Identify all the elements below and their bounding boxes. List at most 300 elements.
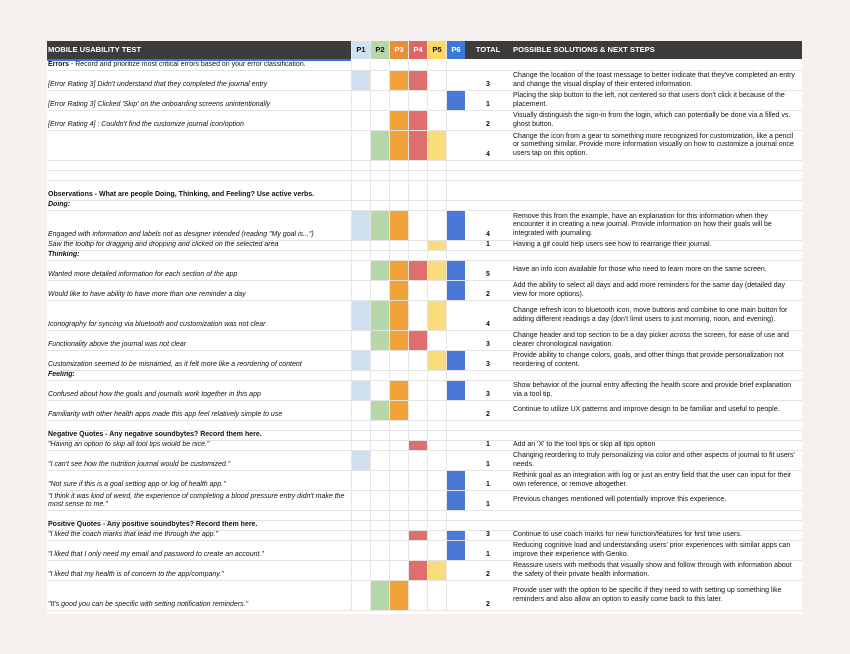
mark-cell-p4[interactable] bbox=[408, 441, 427, 450]
mark-cell-p6[interactable] bbox=[446, 91, 465, 110]
mark-cell-p3[interactable] bbox=[389, 211, 408, 240]
header-solutions[interactable]: POSSIBLE SOLUTIONS & NEXT STEPS bbox=[513, 44, 655, 54]
header-p2[interactable]: P2 bbox=[370, 41, 389, 59]
mark-cell-p3[interactable] bbox=[389, 301, 408, 330]
mark-cell-p4[interactable] bbox=[408, 281, 427, 300]
mark-cell-p6[interactable] bbox=[446, 381, 465, 400]
mark-cell-p1[interactable] bbox=[351, 251, 370, 260]
total-cell[interactable] bbox=[465, 431, 511, 440]
mark-cell-p6[interactable] bbox=[446, 301, 465, 330]
header-total[interactable]: TOTAL bbox=[475, 44, 501, 54]
mark-cell-p5[interactable] bbox=[427, 491, 446, 510]
mark-cell-p2[interactable] bbox=[370, 541, 389, 560]
mark-cell-p6[interactable] bbox=[446, 371, 465, 380]
total-cell[interactable] bbox=[465, 251, 511, 260]
total-cell[interactable]: 3 bbox=[486, 531, 490, 538]
total-cell[interactable] bbox=[465, 61, 511, 70]
mark-cell-p4[interactable] bbox=[408, 541, 427, 560]
mark-cell-p1[interactable] bbox=[351, 381, 370, 400]
solution-cell[interactable]: Add the ability to select all days and add more reminders for the same day (detailed day view for more options). bbox=[513, 282, 785, 298]
mark-cell-p5[interactable] bbox=[427, 521, 446, 530]
mark-cell-p2[interactable] bbox=[370, 371, 389, 380]
mark-cell-p4[interactable] bbox=[408, 161, 427, 170]
mark-cell-p4[interactable] bbox=[408, 511, 427, 520]
mark-cell-p2[interactable] bbox=[370, 421, 389, 430]
observation-cell[interactable]: Confused about how the goals and journals work together in this app bbox=[48, 390, 261, 398]
total-cell[interactable] bbox=[465, 171, 511, 180]
mark-cell-p2[interactable] bbox=[370, 511, 389, 520]
mark-cell-p4[interactable] bbox=[408, 351, 427, 370]
mark-cell-p1[interactable] bbox=[351, 561, 370, 580]
mark-cell-p5[interactable] bbox=[427, 211, 446, 240]
mark-cell-p2[interactable] bbox=[370, 471, 389, 490]
mark-cell-p1[interactable] bbox=[351, 441, 370, 450]
solution-cell[interactable] bbox=[511, 521, 802, 530]
observation-cell[interactable]: Saw the tooltip for dragging and dropping and clicked on the selected area bbox=[48, 241, 279, 248]
solution-cell[interactable]: Continue to utilize UX patterns and improve design to be familiar and useful to people. bbox=[513, 406, 780, 414]
mark-cell-p5[interactable] bbox=[427, 531, 446, 540]
solution-cell[interactable]: Reassure users with methods that visually show and follow through with information about the safety of their private health information. bbox=[513, 562, 792, 578]
mark-cell-p3[interactable] bbox=[389, 431, 408, 440]
header-p4[interactable]: P4 bbox=[408, 41, 427, 59]
total-cell[interactable]: 4 bbox=[486, 230, 490, 238]
mark-cell-p5[interactable] bbox=[427, 91, 446, 110]
mark-cell-p5[interactable] bbox=[427, 111, 446, 130]
mark-cell-p5[interactable] bbox=[427, 401, 446, 420]
total-cell[interactable]: 2 bbox=[486, 600, 490, 608]
mark-cell-p6[interactable] bbox=[446, 581, 465, 610]
mark-cell-p4[interactable] bbox=[408, 131, 427, 160]
mark-cell-p6[interactable] bbox=[446, 281, 465, 300]
solution-cell[interactable]: Changing reordering to truly personalizing via color and other aspects of journal to fit users' needs. bbox=[513, 452, 795, 468]
mark-cell-p5[interactable] bbox=[427, 331, 446, 350]
mark-cell-p1[interactable] bbox=[351, 401, 370, 420]
observation-cell[interactable]: Iconography for syncing via bluetooth and customization was not clear bbox=[48, 320, 266, 328]
mark-cell-p1[interactable] bbox=[351, 111, 370, 130]
mark-cell-p1[interactable] bbox=[351, 521, 370, 530]
mark-cell-p3[interactable] bbox=[389, 541, 408, 560]
mark-cell-p4[interactable] bbox=[408, 331, 427, 350]
total-cell[interactable]: 1 bbox=[486, 550, 490, 558]
mark-cell-p3[interactable] bbox=[389, 561, 408, 580]
mark-cell-p1[interactable] bbox=[351, 491, 370, 510]
mark-cell-p4[interactable] bbox=[408, 471, 427, 490]
solution-cell[interactable]: Add an 'X' to the tool tips or skip all tips option bbox=[513, 441, 656, 449]
mark-cell-p2[interactable] bbox=[370, 61, 389, 70]
mark-cell-p5[interactable] bbox=[427, 241, 446, 250]
total-cell[interactable]: 2 bbox=[486, 410, 490, 418]
mark-cell-p4[interactable] bbox=[408, 201, 427, 210]
solution-cell[interactable]: Continue to use coach marks for new function/features for first time users. bbox=[513, 531, 742, 539]
mark-cell-p1[interactable] bbox=[351, 451, 370, 470]
mark-cell-p2[interactable] bbox=[370, 91, 389, 110]
total-cell[interactable]: 1 bbox=[486, 100, 490, 108]
mark-cell-p2[interactable] bbox=[370, 431, 389, 440]
mark-cell-p3[interactable] bbox=[389, 521, 408, 530]
mark-cell-p5[interactable] bbox=[427, 61, 446, 70]
mark-cell-p4[interactable] bbox=[408, 421, 427, 430]
mark-cell-p6[interactable] bbox=[446, 351, 465, 370]
mark-cell-p4[interactable] bbox=[408, 431, 427, 440]
mark-cell-p3[interactable] bbox=[389, 161, 408, 170]
mark-cell-p6[interactable] bbox=[446, 541, 465, 560]
total-cell[interactable]: 3 bbox=[486, 390, 490, 398]
total-cell[interactable] bbox=[465, 371, 511, 380]
mark-cell-p1[interactable] bbox=[351, 471, 370, 490]
mark-cell-p6[interactable] bbox=[446, 261, 465, 280]
observation-cell[interactable] bbox=[47, 511, 351, 520]
mark-cell-p2[interactable] bbox=[370, 211, 389, 240]
observation-cell[interactable]: Thinking: bbox=[48, 251, 80, 258]
mark-cell-p3[interactable] bbox=[389, 491, 408, 510]
total-cell[interactable]: 3 bbox=[486, 340, 490, 348]
mark-cell-p3[interactable] bbox=[389, 131, 408, 160]
table-row bbox=[47, 581, 802, 611]
observation-cell[interactable]: Engaged with information and labels not as designer intended (reading "My goal is...") bbox=[48, 230, 314, 238]
mark-cell-p4[interactable] bbox=[408, 581, 427, 610]
solution-cell[interactable]: Have an info icon available for those who need to learn more on the same screen. bbox=[513, 266, 767, 274]
table-row bbox=[47, 161, 802, 171]
mark-cell-p3[interactable] bbox=[389, 351, 408, 370]
header-p3[interactable]: P3 bbox=[389, 41, 408, 59]
solution-cell[interactable]: Remove this from the example, have an explanation for this information when they encounter it in creating a new journal. Provide information on how their goals will be integrated with journaling. bbox=[513, 213, 772, 237]
solution-cell[interactable] bbox=[511, 201, 802, 210]
solution-cell[interactable]: Previous changes mentioned will potentially improve this experience. bbox=[513, 496, 727, 504]
mark-cell-p4[interactable] bbox=[408, 171, 427, 180]
total-cell[interactable]: 1 bbox=[486, 500, 490, 508]
mark-cell-p2[interactable] bbox=[370, 581, 389, 610]
mark-cell-p2[interactable] bbox=[370, 131, 389, 160]
mark-cell-p2[interactable] bbox=[370, 521, 389, 530]
mark-cell-p2[interactable] bbox=[370, 401, 389, 420]
mark-cell-p6[interactable] bbox=[446, 251, 465, 260]
mark-cell-p3[interactable] bbox=[389, 281, 408, 300]
observation-cell[interactable] bbox=[47, 131, 351, 160]
mark-cell-p6[interactable] bbox=[446, 471, 465, 490]
mark-cell-p1[interactable] bbox=[351, 531, 370, 540]
observation-cell[interactable]: Negative Quotes - Any negative soundbytes? Record them here. bbox=[48, 431, 262, 438]
mark-cell-p3[interactable] bbox=[389, 241, 408, 250]
mark-cell-p2[interactable] bbox=[370, 241, 389, 250]
mark-cell-p6[interactable] bbox=[446, 161, 465, 170]
total-cell[interactable]: 3 bbox=[486, 360, 490, 368]
mark-cell-p4[interactable] bbox=[408, 561, 427, 580]
mark-cell-p6[interactable] bbox=[446, 201, 465, 210]
total-cell[interactable]: 4 bbox=[486, 320, 490, 328]
total-cell[interactable]: 5 bbox=[486, 270, 490, 278]
header-p5[interactable]: P5 bbox=[427, 41, 446, 59]
mark-cell-p2[interactable] bbox=[370, 331, 389, 350]
mark-cell-p4[interactable] bbox=[408, 251, 427, 260]
mark-cell-p3[interactable] bbox=[389, 71, 408, 90]
mark-cell-p2[interactable] bbox=[370, 531, 389, 540]
mark-cell-p5[interactable] bbox=[427, 421, 446, 430]
mark-cell-p6[interactable] bbox=[446, 431, 465, 440]
mark-cell-p6[interactable] bbox=[446, 211, 465, 240]
mark-cell-p4[interactable] bbox=[408, 91, 427, 110]
observation-cell[interactable]: Customization seemed to be misnamed, as it felt more like a reordering of content bbox=[48, 360, 302, 368]
mark-cell-p1[interactable] bbox=[351, 161, 370, 170]
mark-cell-p2[interactable] bbox=[370, 171, 389, 180]
mark-cell-p1[interactable] bbox=[351, 581, 370, 610]
mark-cell-p4[interactable] bbox=[408, 211, 427, 240]
mark-cell-p6[interactable] bbox=[446, 401, 465, 420]
mark-cell-p6[interactable] bbox=[446, 441, 465, 450]
mark-cell-p1[interactable] bbox=[351, 131, 370, 160]
mark-cell-p3[interactable] bbox=[389, 331, 408, 350]
mark-cell-p2[interactable] bbox=[370, 451, 389, 470]
mark-cell-p6[interactable] bbox=[446, 181, 465, 200]
solution-cell[interactable] bbox=[511, 511, 802, 520]
total-cell[interactable]: 3 bbox=[486, 80, 490, 88]
mark-cell-p6[interactable] bbox=[446, 531, 465, 540]
observation-cell[interactable]: "I liked that I only need my email and password to create an account." bbox=[48, 550, 264, 558]
mark-cell-p5[interactable] bbox=[427, 431, 446, 440]
total-cell[interactable]: 1 bbox=[486, 241, 490, 248]
solution-cell[interactable] bbox=[511, 161, 802, 170]
mark-cell-p4[interactable] bbox=[408, 371, 427, 380]
solution-cell[interactable] bbox=[511, 171, 802, 180]
observation-cell[interactable]: "Not sure if this is a goal setting app or log of health app." bbox=[48, 480, 226, 488]
observation-cell[interactable]: "I can't see how the nutrition journal would be customized." bbox=[48, 460, 231, 468]
solution-cell[interactable] bbox=[511, 61, 802, 70]
total-cell[interactable] bbox=[465, 521, 511, 530]
mark-cell-p3[interactable] bbox=[389, 181, 408, 200]
total-cell[interactable] bbox=[465, 161, 511, 170]
solution-cell[interactable]: Placing the skip button to the left, not centered so that users don't click it because of the placement. bbox=[513, 92, 785, 108]
observation-cell[interactable]: "I liked that my health is of concern to the app/company." bbox=[48, 570, 224, 578]
mark-cell-p4[interactable] bbox=[408, 521, 427, 530]
solution-cell[interactable]: Provide user with the option to be specific if they need to with setting up something like reminders and also allow an option to easily come back to this later. bbox=[513, 587, 782, 603]
header-title[interactable]: MOBILE USABILITY TEST bbox=[48, 44, 142, 54]
observation-cell[interactable]: [Error Rating 3] Clicked 'Skip' on the onboarding screens unintentionally bbox=[48, 100, 271, 108]
mark-cell-p1[interactable] bbox=[351, 61, 370, 70]
mark-cell-p4[interactable] bbox=[408, 181, 427, 200]
solution-cell[interactable]: Show behavior of the journal entry affecting the health score and provide brief explanation via a tool tip. bbox=[513, 382, 792, 398]
solution-cell[interactable]: Change refresh icon to bluetooth icon, move buttons and combine to one main button for adding different readings a day (don't limit users to just morning, noon, and evening). bbox=[513, 307, 788, 323]
mark-cell-p3[interactable] bbox=[389, 531, 408, 540]
solution-cell[interactable]: Visually distinguish the sign-in from the login, which can potentially be done via a filled vs. ghost button. bbox=[513, 112, 791, 128]
mark-cell-p3[interactable] bbox=[389, 471, 408, 490]
mark-cell-p5[interactable] bbox=[427, 581, 446, 610]
mark-cell-p3[interactable] bbox=[389, 581, 408, 610]
mark-cell-p3[interactable] bbox=[389, 381, 408, 400]
mark-cell-p4[interactable] bbox=[408, 241, 427, 250]
mark-cell-p5[interactable] bbox=[427, 201, 446, 210]
mark-cell-p6[interactable] bbox=[446, 421, 465, 430]
mark-cell-p6[interactable] bbox=[446, 521, 465, 530]
mark-cell-p1[interactable] bbox=[351, 421, 370, 430]
solution-cell[interactable]: Rethink goal as an integration with log or just an entry field that the user can input for their own reference, or remove altogether. bbox=[513, 472, 792, 488]
mark-cell-p5[interactable] bbox=[427, 511, 446, 520]
table-row bbox=[47, 451, 802, 471]
observation-cell[interactable] bbox=[47, 171, 351, 180]
observation-cell[interactable] bbox=[47, 421, 351, 430]
mark-cell-p5[interactable] bbox=[427, 161, 446, 170]
mark-cell-p1[interactable] bbox=[351, 371, 370, 380]
mark-cell-p4[interactable] bbox=[408, 71, 427, 90]
mark-cell-p4[interactable] bbox=[408, 61, 427, 70]
observation-cell[interactable]: Familiarity with other health apps made this app feel relatively simple to use bbox=[48, 410, 283, 418]
observation-cell[interactable]: "It's good you can be specific with setting notification reminders." bbox=[48, 600, 249, 608]
mark-cell-p6[interactable] bbox=[446, 451, 465, 470]
mark-cell-p2[interactable] bbox=[370, 261, 389, 280]
mark-cell-p5[interactable] bbox=[427, 371, 446, 380]
mark-cell-p3[interactable] bbox=[389, 171, 408, 180]
solution-cell[interactable]: Change header and top section to be a day picker across the screen, for ease of use and clearer chronological navigation. bbox=[513, 332, 789, 348]
mark-cell-p5[interactable] bbox=[427, 351, 446, 370]
mark-cell-p2[interactable] bbox=[370, 281, 389, 300]
mark-cell-p2[interactable] bbox=[370, 71, 389, 90]
mark-cell-p5[interactable] bbox=[427, 381, 446, 400]
mark-cell-p6[interactable] bbox=[446, 561, 465, 580]
observation-cell[interactable]: "I liked the coach marks that lead me through the app." bbox=[48, 531, 218, 538]
total-cell[interactable] bbox=[465, 511, 511, 520]
mark-cell-p1[interactable] bbox=[351, 541, 370, 560]
mark-cell-p2[interactable] bbox=[370, 161, 389, 170]
mark-cell-p2[interactable] bbox=[370, 491, 389, 510]
mark-cell-p5[interactable] bbox=[427, 541, 446, 560]
mark-cell-p6[interactable] bbox=[446, 491, 465, 510]
mark-cell-p4[interactable] bbox=[408, 111, 427, 130]
total-cell[interactable] bbox=[465, 421, 511, 430]
solution-cell[interactable]: Provide ability to change colors, goals, and other things that provide personalization not reordering of content. bbox=[513, 352, 784, 368]
mark-cell-p5[interactable] bbox=[427, 471, 446, 490]
mark-cell-p2[interactable] bbox=[370, 381, 389, 400]
mark-cell-p4[interactable] bbox=[408, 261, 427, 280]
mark-cell-p1[interactable] bbox=[351, 351, 370, 370]
mark-cell-p2[interactable] bbox=[370, 111, 389, 130]
header-p6[interactable]: P6 bbox=[446, 41, 465, 59]
mark-cell-p1[interactable] bbox=[351, 301, 370, 330]
header-p1[interactable]: P1 bbox=[351, 41, 370, 59]
mark-cell-p3[interactable] bbox=[389, 111, 408, 130]
total-cell[interactable] bbox=[465, 181, 511, 200]
mark-cell-p6[interactable] bbox=[446, 171, 465, 180]
mark-cell-p2[interactable] bbox=[370, 441, 389, 450]
mark-cell-p5[interactable] bbox=[427, 171, 446, 180]
solution-cell[interactable] bbox=[511, 181, 802, 200]
mark-cell-p6[interactable] bbox=[446, 511, 465, 520]
observation-cell[interactable]: Doing: bbox=[48, 201, 71, 208]
mark-cell-p5[interactable] bbox=[427, 251, 446, 260]
mark-cell-p1[interactable] bbox=[351, 511, 370, 520]
mark-cell-p5[interactable] bbox=[427, 181, 446, 200]
mark-cell-p2[interactable] bbox=[370, 251, 389, 260]
mark-cell-p3[interactable] bbox=[389, 61, 408, 70]
mark-cell-p4[interactable] bbox=[408, 401, 427, 420]
mark-cell-p6[interactable] bbox=[446, 241, 465, 250]
mark-cell-p2[interactable] bbox=[370, 181, 389, 200]
mark-cell-p3[interactable] bbox=[389, 201, 408, 210]
mark-cell-p3[interactable] bbox=[389, 511, 408, 520]
solution-cell[interactable] bbox=[511, 421, 802, 430]
mark-cell-p4[interactable] bbox=[408, 531, 427, 540]
mark-cell-p1[interactable] bbox=[351, 171, 370, 180]
mark-cell-p5[interactable] bbox=[427, 71, 446, 90]
total-cell[interactable]: 2 bbox=[486, 120, 490, 128]
mark-cell-p3[interactable] bbox=[389, 261, 408, 280]
observation-cell[interactable]: [Error Rating 3] Didn't understand that they completed the journal entry bbox=[48, 80, 268, 88]
mark-cell-p1[interactable] bbox=[351, 241, 370, 250]
total-cell[interactable]: 1 bbox=[486, 460, 490, 468]
mark-cell-p1[interactable] bbox=[351, 431, 370, 440]
mark-cell-p1[interactable] bbox=[351, 91, 370, 110]
mark-cell-p6[interactable] bbox=[446, 61, 465, 70]
mark-cell-p3[interactable] bbox=[389, 91, 408, 110]
solution-cell[interactable] bbox=[511, 431, 802, 440]
solution-cell[interactable] bbox=[511, 251, 802, 260]
solution-cell[interactable]: Change the icon from a gear to something more recognized for customization, like a pencil or something similar. Provide more information visually on how to customize a journal once users tap on this option. bbox=[513, 133, 794, 157]
observation-cell[interactable]: Would like to have ability to have more than one reminder a day bbox=[48, 290, 246, 298]
mark-cell-p5[interactable] bbox=[427, 451, 446, 470]
observation-cell[interactable]: Positive Quotes - Any positive soundbytes? Record them here. bbox=[48, 521, 258, 528]
observation-cell[interactable] bbox=[47, 61, 351, 70]
mark-cell-p5[interactable] bbox=[427, 301, 446, 330]
observation-cell[interactable]: [Error Rating 4] : Couldn't find the customize journal icon/option bbox=[48, 120, 244, 128]
mark-cell-p3[interactable] bbox=[389, 441, 408, 450]
mark-cell-p3[interactable] bbox=[389, 251, 408, 260]
mark-cell-p6[interactable] bbox=[446, 71, 465, 90]
mark-cell-p1[interactable] bbox=[351, 71, 370, 90]
mark-cell-p3[interactable] bbox=[389, 371, 408, 380]
solution-cell[interactable]: Reducing cognitive load and understanding users' prior experiences with similar apps can improve their experience with Genko. bbox=[513, 542, 791, 558]
observation-cell[interactable] bbox=[47, 161, 351, 170]
observation-cell[interactable]: "I think it was kind of weird, the experience of completing a blood pressure entry didn't make the most sense to me." bbox=[48, 492, 345, 508]
mark-cell-p1[interactable] bbox=[351, 261, 370, 280]
mark-cell-p5[interactable] bbox=[427, 131, 446, 160]
total-cell[interactable]: 1 bbox=[486, 441, 490, 448]
mark-cell-p2[interactable] bbox=[370, 351, 389, 370]
mark-cell-p2[interactable] bbox=[370, 561, 389, 580]
mark-cell-p3[interactable] bbox=[389, 401, 408, 420]
mark-cell-p6[interactable] bbox=[446, 111, 465, 130]
solution-cell[interactable]: Change the location of the toast message to better indicate that they've completed an entry and change the visual display of their entered information. bbox=[513, 72, 795, 88]
mark-cell-p1[interactable] bbox=[351, 281, 370, 300]
mark-cell-p3[interactable] bbox=[389, 451, 408, 470]
total-cell[interactable]: 2 bbox=[486, 570, 490, 578]
observation-cell[interactable]: "Having an option to skip all tool tips would be nice." bbox=[48, 441, 210, 448]
mark-cell-p4[interactable] bbox=[408, 451, 427, 470]
total-cell[interactable]: 2 bbox=[486, 290, 490, 298]
mark-cell-p5[interactable] bbox=[427, 261, 446, 280]
total-cell[interactable]: 4 bbox=[486, 150, 490, 158]
solution-cell[interactable] bbox=[511, 371, 802, 380]
mark-cell-p5[interactable] bbox=[427, 441, 446, 450]
mark-cell-p6[interactable] bbox=[446, 131, 465, 160]
mark-cell-p6[interactable] bbox=[446, 331, 465, 350]
mark-cell-p1[interactable] bbox=[351, 331, 370, 350]
observation-cell[interactable]: Feeling: bbox=[48, 371, 75, 378]
mark-cell-p2[interactable] bbox=[370, 201, 389, 210]
mark-cell-p5[interactable] bbox=[427, 561, 446, 580]
total-cell[interactable]: 1 bbox=[486, 480, 490, 488]
mark-cell-p2[interactable] bbox=[370, 301, 389, 330]
observation-cell[interactable]: Wanted more detailed information for each section of the app bbox=[48, 270, 238, 278]
observation-cell[interactable]: Observations - What are people Doing, Thinking, and Feeling? Use active verbs. bbox=[48, 190, 315, 198]
solution-cell[interactable]: Having a gif could help users see how to rearrange their journal. bbox=[513, 241, 712, 249]
mark-cell-p1[interactable] bbox=[351, 201, 370, 210]
observation-cell[interactable]: Functionality above the journal was not clear bbox=[48, 340, 187, 348]
mark-cell-p3[interactable] bbox=[389, 421, 408, 430]
mark-cell-p4[interactable] bbox=[408, 301, 427, 330]
mark-cell-p4[interactable] bbox=[408, 381, 427, 400]
mark-cell-p5[interactable] bbox=[427, 281, 446, 300]
mark-cell-p1[interactable] bbox=[351, 211, 370, 240]
total-cell[interactable] bbox=[465, 201, 511, 210]
mark-cell-p1[interactable] bbox=[351, 181, 370, 200]
mark-cell-p4[interactable] bbox=[408, 491, 427, 510]
